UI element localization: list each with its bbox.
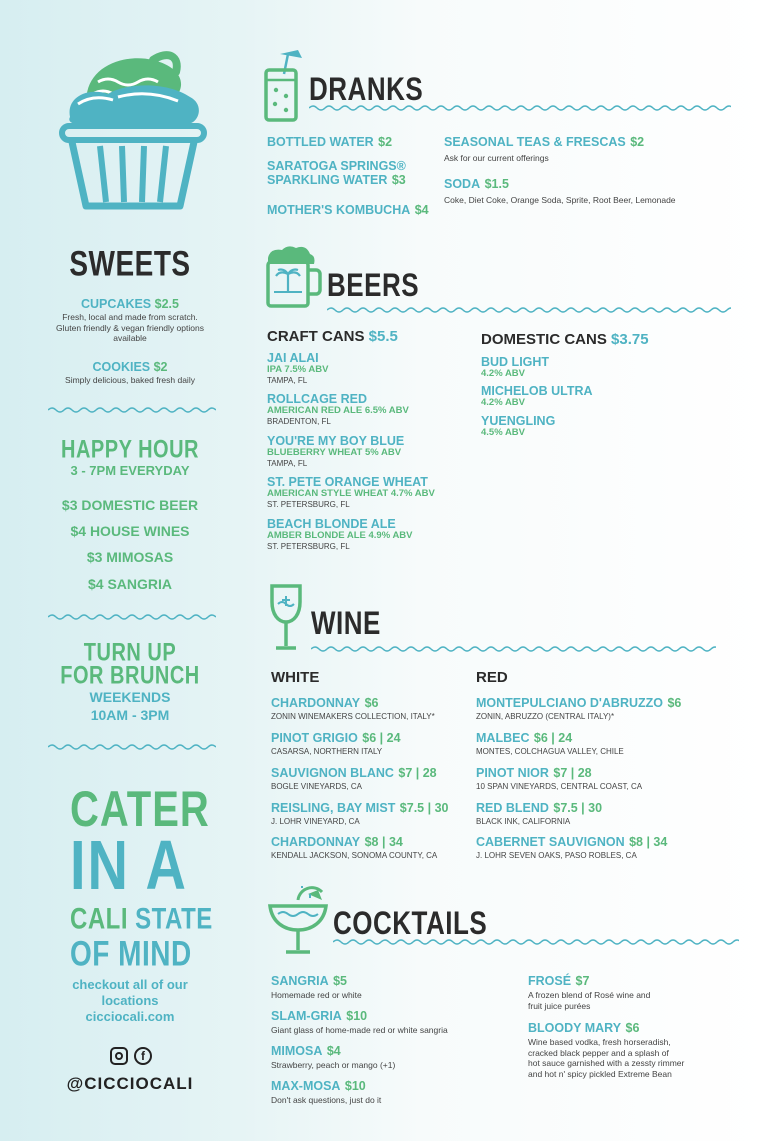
item-name: CHARDONNAY — [271, 835, 361, 849]
cater-line4: OF MIND — [70, 934, 192, 973]
item-name: YOU'RE MY BOY BLUE — [267, 434, 405, 448]
divider-wave — [48, 406, 216, 414]
social-handle[interactable]: @CICCIOCALI — [66, 1074, 194, 1093]
item-price: $7.5 | 30 — [553, 801, 603, 815]
item-name: SANGRIA — [271, 974, 329, 988]
beer-style: IPA 7.5% ABV — [267, 364, 329, 375]
item-name: COOKIES — [92, 360, 151, 374]
beer-item — [267, 434, 404, 468]
section-price: $3.75 — [611, 331, 649, 348]
item-desc: cracked black pepper and a splash of — [528, 1047, 669, 1058]
sweets-item-cupcakes — [30, 297, 230, 344]
beer-item — [481, 355, 549, 379]
white-wine-label: WHITE — [271, 669, 320, 686]
item-name: MALBEC — [476, 731, 530, 745]
website-link[interactable]: cicciocali.com — [85, 1009, 175, 1024]
item-name: YUENGLING — [481, 414, 556, 428]
brunch-days: WEEKENDS — [89, 689, 171, 705]
item-name: REISLING, BAY MIST — [271, 801, 396, 815]
divider-wave — [333, 938, 739, 946]
beer-style: BLUEBERRY WHEAT 5% ABV — [267, 447, 402, 458]
cocktail-item — [271, 1042, 395, 1071]
item-name: FROSÉ — [528, 974, 572, 988]
beer-item — [267, 351, 328, 385]
drank-item — [267, 159, 406, 187]
craft-cans-header — [267, 328, 398, 345]
wine-item — [271, 729, 401, 757]
item-price: $8 | 34 — [364, 835, 403, 849]
cocktail-item — [271, 1007, 448, 1036]
beer-item — [267, 517, 413, 551]
item-price: $2 — [378, 135, 393, 149]
item-name: BOTTLED WATER — [267, 135, 374, 149]
facebook-icon[interactable]: f — [134, 1047, 152, 1065]
item-desc: BOGLE VINEYARDS, CA — [271, 782, 362, 791]
item-name: SPARKLING WATER — [267, 173, 388, 187]
beer-mug-icon — [262, 244, 324, 310]
brunch-hours: 10AM - 3PM — [90, 707, 170, 723]
wine-item — [476, 833, 667, 861]
item-price: $6 — [625, 1021, 640, 1035]
wine-item — [476, 729, 624, 757]
item-price: $2 — [630, 135, 645, 149]
item-desc: KENDALL JACKSON, SONOMA COUNTY, CA — [271, 851, 438, 860]
cater-line3 — [70, 902, 213, 937]
item-name: MIMOSA — [271, 1044, 323, 1058]
item-price: $4 — [414, 203, 429, 217]
item-price: $6 — [667, 696, 682, 710]
beer-location: ST. PETERSBURG, FL — [267, 500, 350, 510]
sweets-item-cookies — [30, 360, 230, 386]
item-desc: J. LOHR SEVEN OAKS, PASO ROBLES, CA — [476, 851, 637, 860]
item-desc: 10 SPAN VINEYARDS, CENTRAL COAST, CA — [476, 782, 643, 791]
item-price: $6 — [364, 696, 379, 710]
cater-state: STATE — [135, 902, 213, 936]
beer-style: AMBER BLONDE ALE 4.9% ABV — [267, 530, 413, 541]
item-name: RED BLEND — [476, 801, 549, 815]
wine-item — [271, 799, 448, 827]
cocktails-title: COCKTAILS — [333, 904, 488, 942]
item-desc: Giant glass of home-made red or white sangria — [271, 1025, 448, 1035]
happy-hour-line: $4 HOUSE WINES — [70, 523, 190, 539]
item-price: $5 — [333, 974, 348, 988]
item-desc: J. LOHR VINEYARD, CA — [271, 817, 360, 826]
item-name: CUPCAKES — [81, 297, 152, 311]
item-name: BUD LIGHT — [481, 355, 550, 369]
item-price: $6 | 24 — [362, 731, 401, 745]
dranks-title: DRANKS — [309, 70, 424, 108]
item-name: MONTEPULCIANO D'ABRUZZO — [476, 696, 663, 710]
checkout-line1: checkout all of our — [72, 977, 188, 992]
divider-wave — [48, 743, 216, 751]
item-desc: Ask for our current offerings — [444, 153, 549, 163]
item-name: SEASONAL TEAS & FRESCAS — [444, 135, 626, 149]
checkout-line2: locations — [101, 993, 159, 1008]
happy-hour-time: 3 - 7PM EVERYDAY — [70, 463, 190, 478]
item-price: $2.5 — [154, 297, 179, 311]
beer-location: ST. PETERSBURG, FL — [267, 542, 350, 552]
cater-line1: CATER — [70, 782, 210, 837]
item-desc: Fresh, local and made from scratch. Gluten friendly & vegan friendly options available — [56, 312, 204, 344]
item-desc: MONTES, COLCHAGUA VALLEY, CHILE — [476, 747, 624, 756]
wine-glass-icon — [268, 584, 304, 654]
item-price: $7 — [575, 974, 590, 988]
wine-title: WINE — [311, 604, 381, 642]
beer-style: AMERICAN RED ALE 6.5% ABV — [267, 405, 409, 416]
item-price: $1.5 — [484, 177, 509, 191]
item-name: BEACH BLONDE ALE — [267, 517, 396, 531]
divider-wave — [48, 613, 216, 621]
divider-wave — [311, 645, 716, 653]
item-name: ST. PETE ORANGE WHEAT — [267, 475, 428, 489]
beer-item — [267, 392, 409, 426]
divider-wave — [309, 104, 731, 112]
item-name: PINOT NIOR — [476, 766, 549, 780]
section-label: DOMESTIC CANS — [481, 331, 607, 348]
cocktail-item — [271, 1077, 381, 1106]
item-price: $10 — [344, 1079, 366, 1093]
beer-style: 4.2% ABV — [481, 368, 525, 379]
item-desc: ZONIN WINEMAKERS COLLECTION, ITALY* — [271, 712, 435, 721]
drank-item — [267, 133, 392, 151]
item-name: CHARDONNAY — [271, 696, 361, 710]
item-desc: hot sauce garnished with a zessty rimmer — [528, 1058, 685, 1069]
cocktail-item — [271, 972, 362, 1001]
item-name: PINOT GRIGIO — [271, 731, 358, 745]
sweets-title: SWEETS — [69, 244, 191, 283]
drank-item — [444, 175, 676, 206]
happy-hour-line: $4 SANGRIA — [87, 576, 173, 592]
item-price: $3 — [391, 173, 406, 187]
happy-hour-line: $3 MIMOSAS — [86, 549, 174, 565]
item-desc: ZONIN, ABRUZZO (CENTRAL ITALY)* — [476, 712, 615, 721]
item-name: SAUVIGNON BLANC — [271, 766, 394, 780]
beer-item — [481, 414, 555, 438]
item-name: JAI ALAI — [267, 351, 319, 365]
item-desc: Wine based vodka, fresh horseradish, — [528, 1037, 671, 1047]
item-desc: Simply delicious, baked fresh daily — [65, 375, 195, 385]
wine-item — [476, 694, 681, 722]
item-name: MAX-MOSA — [271, 1079, 341, 1093]
item-desc: Coke, Diet Coke, Orange Soda, Sprite, Root Beer, Lemonade — [444, 195, 676, 205]
beer-location: TAMPA, FL — [267, 459, 308, 469]
section-label: CRAFT CANS — [267, 328, 365, 345]
item-name: MOTHER'S KOMBUCHA — [267, 203, 411, 217]
beer-location: TAMPA, FL — [267, 376, 308, 386]
drink-glass-icon — [262, 48, 306, 124]
section-price: $5.5 — [368, 328, 398, 345]
item-name: SODA — [444, 177, 481, 191]
happy-hour-line: $3 DOMESTIC BEER — [61, 497, 199, 513]
item-desc: BLACK INK, CALIFORNIA — [476, 817, 571, 826]
item-desc: CASARSA, NORTHERN ITALY — [271, 747, 383, 756]
item-desc: and hot n' spicy pickled Extreme Bean — [528, 1068, 672, 1079]
wine-item — [476, 764, 642, 792]
cocktail-glass-icon — [268, 886, 328, 956]
red-wine-label: RED — [476, 669, 508, 686]
cater-line2: IN A — [70, 825, 188, 904]
item-name: CABERNET SAUVIGNON — [476, 835, 625, 849]
item-price: $10 — [346, 1009, 368, 1023]
item-price: $2 — [153, 360, 168, 374]
item-name: SARATOGA SPRINGS® — [267, 159, 406, 173]
checkout-text — [30, 977, 230, 1025]
item-price: $7 | 28 — [553, 766, 592, 780]
item-desc: fruit juice purées — [528, 1000, 591, 1011]
cupcake-icon — [58, 42, 208, 212]
item-price: $7 | 28 — [398, 766, 437, 780]
happy-hour-title: HAPPY HOUR — [61, 436, 199, 464]
wine-item — [271, 764, 437, 792]
item-name: ROLLCAGE RED — [267, 392, 367, 406]
item-desc: Don't ask questions, just do it — [271, 1095, 382, 1105]
drank-item — [267, 201, 429, 219]
item-price: $6 | 24 — [533, 731, 573, 745]
item-price: $8 | 34 — [629, 835, 668, 849]
wine-item — [271, 833, 437, 861]
item-desc: A frozen blend of Rosé wine and — [528, 990, 651, 1000]
cater-cali: CALI — [70, 902, 128, 936]
beer-style: AMERICAN STYLE WHEAT 4.7% ABV — [267, 488, 435, 499]
brunch-line1: TURN UP — [83, 639, 177, 667]
item-name: SLAM-GRIA — [271, 1009, 342, 1023]
instagram-icon[interactable] — [110, 1047, 128, 1065]
cocktail-item — [528, 1019, 684, 1080]
wine-item — [476, 799, 602, 827]
item-price: $7.5 | 30 — [399, 801, 449, 815]
item-desc: Homemade red or white — [271, 990, 362, 1000]
wine-item — [271, 694, 435, 722]
beers-title: BEERS — [327, 266, 420, 304]
beer-item — [481, 384, 593, 408]
domestic-cans-header — [481, 331, 649, 348]
item-name: BLOODY MARY — [528, 1021, 622, 1035]
drank-item — [444, 133, 644, 164]
item-desc: Strawberry, peach or mango (+1) — [271, 1060, 396, 1070]
item-price: $4 — [326, 1044, 341, 1058]
item-name: MICHELOB ULTRA — [481, 384, 593, 398]
beer-location: BRADENTON, FL — [267, 417, 331, 427]
beer-style: 4.2% ABV — [481, 397, 525, 408]
beer-style: 4.5% ABV — [481, 427, 525, 438]
brunch-line2: FOR BRUNCH — [60, 662, 200, 690]
cocktail-item — [528, 972, 650, 1011]
divider-wave — [327, 306, 731, 314]
beer-item — [267, 475, 435, 509]
